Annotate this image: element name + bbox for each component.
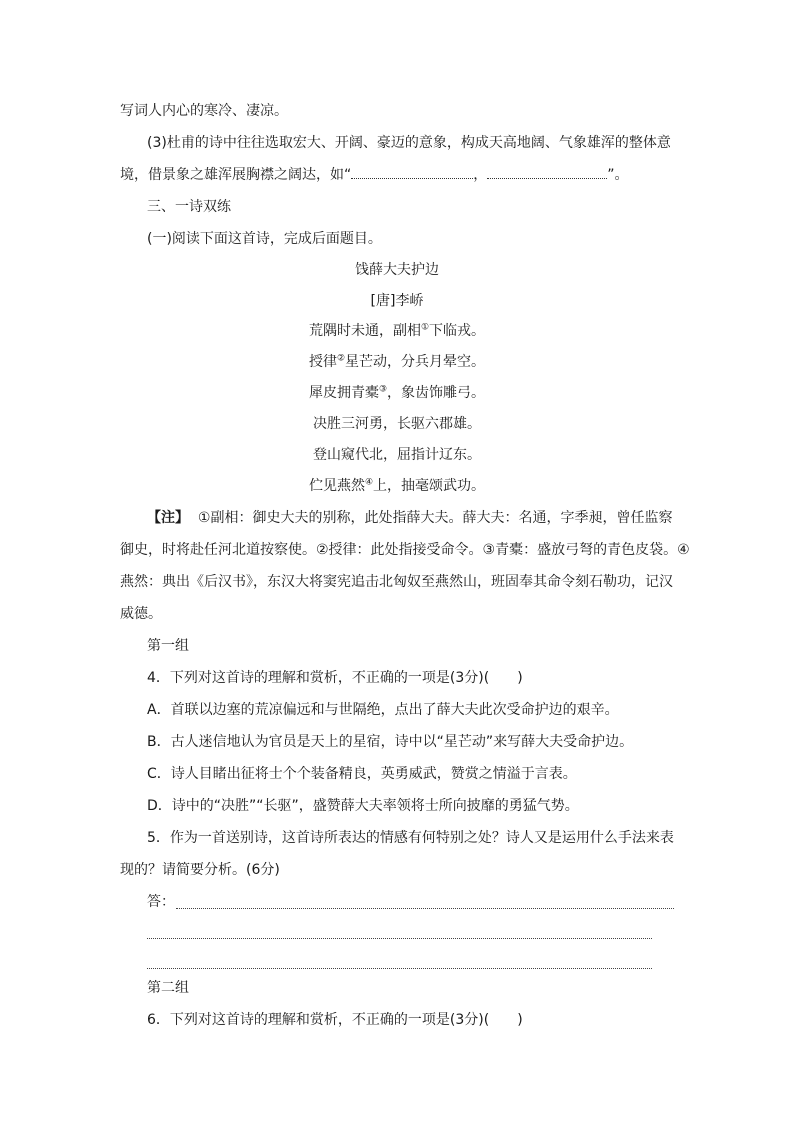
subsection-title: (一)阅读下面这首诗，完成后面题目。 bbox=[147, 231, 382, 247]
poem-line-text: 星芒动，分兵月晕空。 bbox=[345, 354, 486, 370]
footnote-mark: ③ bbox=[378, 384, 388, 395]
poem-line-text: 伫见燕然 bbox=[308, 478, 365, 494]
answer-line-2[interactable] bbox=[147, 938, 652, 939]
poem-line-text: 上，抽毫颂武功。 bbox=[373, 478, 486, 494]
poem-line-text: ，象齿饰雕弓。 bbox=[387, 385, 486, 401]
poem-line bbox=[0, 414, 794, 434]
poem-author: [唐]李峤 bbox=[370, 293, 424, 309]
poem-line bbox=[0, 352, 794, 372]
q5-line2: 现的？请简要分析。(6分) bbox=[120, 862, 280, 878]
poem-line-text: 犀皮拥青橐 bbox=[308, 385, 379, 401]
note-line1 bbox=[147, 508, 672, 528]
poem-line bbox=[0, 383, 794, 403]
poem-line-text: 决胜三河勇，长驱六郡雄。 bbox=[313, 416, 481, 432]
note-line3: 燕然：典出《后汉书》，东汉大将窦宪追击北匈奴至燕然山，班固奉其命令刻石勒功，记汉 bbox=[120, 574, 673, 590]
section-title: 三、一诗双练 bbox=[147, 199, 231, 215]
footnote-mark: ① bbox=[420, 322, 430, 333]
poem-line-text: 荒隅时未通，副相 bbox=[308, 323, 421, 339]
q3-line2-sep: ， bbox=[473, 167, 488, 183]
note-line4: 威德。 bbox=[120, 606, 162, 622]
footnote-mark: ④ bbox=[364, 477, 374, 488]
q3-line1: (3)杜甫的诗中往往选取宏大、开阔、豪迈的意象，构成天高地阔、气象雄浑的整体意 bbox=[147, 135, 671, 151]
group2-title: 第二组 bbox=[147, 980, 189, 996]
note-text: ①副相：御史大夫的别称，此处指薛大夫。薛大夫：名通，字季昶，曾任监察 bbox=[197, 510, 673, 526]
q3-line2-prefix: 境，借景象之雄浑展胸襟之阔达，如“ bbox=[120, 167, 352, 183]
answer-line-1[interactable] bbox=[176, 908, 674, 909]
note-label: 【注】 bbox=[147, 510, 189, 526]
q4-option-d[interactable]: D．诗中的“决胜”“长驱”，盛赞薛大夫率领将士所向披靡的勇猛气势。 bbox=[147, 798, 579, 814]
poem-line-text: 下临戎。 bbox=[429, 323, 486, 339]
footnote-mark: ② bbox=[336, 353, 346, 364]
poem-line-text: 登山窥代北，屈指计辽东。 bbox=[313, 447, 481, 463]
q4-stem: 4．下列对这首诗的理解和赏析，不正确的一项是(3分)( ) bbox=[147, 670, 523, 686]
poem-line bbox=[0, 476, 794, 496]
answer-line-3[interactable] bbox=[147, 968, 652, 969]
poem-title: 饯薛大夫护边 bbox=[355, 262, 439, 278]
note-line2: 御史，时将赴任河北道按察使。②授律：此处指接受命令。③青橐：盛放弓弩的青色皮袋。④ bbox=[120, 542, 690, 558]
answer-blank-2[interactable] bbox=[487, 165, 607, 179]
q3-line2-suffix: ”。 bbox=[607, 167, 629, 183]
q6-stem: 6．下列对这首诗的理解和赏析，不正确的一项是(3分)( ) bbox=[147, 1012, 523, 1028]
answer-blank-1[interactable] bbox=[351, 165, 473, 179]
poem-line-text: 授律 bbox=[308, 354, 337, 370]
q4-option-c[interactable]: C．诗人目睹出征将士个个装备精良，英勇威武，赞赏之情溢于言表。 bbox=[147, 766, 577, 782]
poem-line bbox=[0, 321, 794, 341]
q4-option-b[interactable]: B．古人迷信地认为官员是天上的星宿，诗中以“星芒动”来写薛大夫受命护边。 bbox=[147, 734, 634, 750]
q5-line1: 5．作为一首送别诗，这首诗所表达的情感有何特别之处？诗人又是运用什么手法来表 bbox=[147, 830, 674, 846]
poem-line bbox=[0, 445, 794, 465]
q4-option-a[interactable]: A．首联以边塞的荒凉偏远和与世隔绝，点出了薛大夫此次受命护边的艰辛。 bbox=[147, 702, 619, 718]
group1-title: 第一组 bbox=[147, 638, 189, 654]
intro-line: 写词人内心的寒冷、凄凉。 bbox=[120, 103, 288, 119]
q3-line2 bbox=[120, 165, 629, 185]
answer-label: 答： bbox=[147, 894, 175, 910]
